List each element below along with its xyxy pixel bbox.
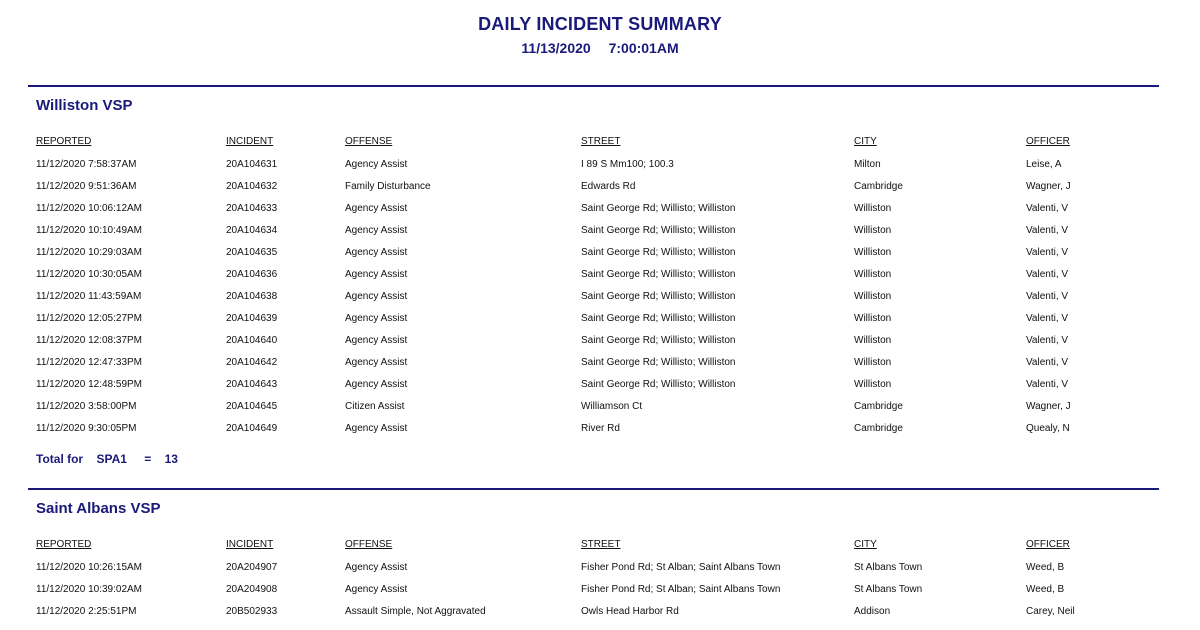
- column-header-street: STREET: [581, 136, 621, 147]
- cell-city: Williston: [854, 269, 892, 280]
- cell-officer: Weed, B: [1026, 562, 1065, 573]
- cell-incident: 20A104640: [226, 335, 278, 346]
- total-code: SPA1: [96, 452, 127, 466]
- cell-officer: Valenti, V: [1026, 269, 1069, 280]
- cell-incident: 20A104645: [226, 401, 278, 412]
- column-header-offense: OFFENSE: [345, 136, 393, 147]
- incident-table: [28, 534, 1159, 623]
- column-header-reported: REPORTED: [36, 136, 92, 147]
- cell-city: Williston: [854, 313, 892, 324]
- table-row: [28, 308, 1159, 330]
- table-body: [28, 557, 1159, 623]
- cell-street: Saint George Rd; Willisto; Williston: [581, 247, 736, 258]
- cell-incident: 20B502933: [226, 606, 278, 617]
- cell-reported: 11/12/2020 9:51:36AM: [36, 181, 137, 192]
- cell-reported: 11/12/2020 10:26:15AM: [36, 562, 143, 573]
- column-header-reported: REPORTED: [36, 539, 92, 550]
- table-header-row: [28, 534, 1159, 556]
- cell-reported: 11/12/2020 3:58:00PM: [36, 401, 137, 412]
- cell-city: St Albans Town: [854, 562, 923, 573]
- cell-offense: Agency Assist: [345, 357, 408, 368]
- cell-city: Addison: [854, 606, 891, 617]
- cell-incident: 20A104638: [226, 291, 278, 302]
- cell-city: Williston: [854, 247, 892, 258]
- cell-offense: Agency Assist: [345, 379, 408, 390]
- cell-officer: Quealy, N: [1026, 423, 1070, 434]
- report-header: [0, 12, 1200, 57]
- cell-reported: 11/12/2020 7:58:37AM: [36, 159, 137, 170]
- cell-officer: Valenti, V: [1026, 335, 1069, 346]
- cell-city: Cambridge: [854, 181, 903, 192]
- cell-officer: Valenti, V: [1026, 247, 1069, 258]
- cell-officer: Leise, A: [1026, 159, 1062, 170]
- total-equals: =: [144, 452, 152, 466]
- cell-street: Saint George Rd; Willisto; Williston: [581, 203, 736, 214]
- table-row: [28, 154, 1159, 176]
- cell-street: Saint George Rd; Willisto; Williston: [581, 225, 736, 236]
- cell-officer: Valenti, V: [1026, 291, 1069, 302]
- cell-officer: Weed, B: [1026, 584, 1065, 595]
- table-row: [28, 176, 1159, 198]
- total-label: Total for: [36, 452, 84, 466]
- cell-officer: Valenti, V: [1026, 357, 1069, 368]
- column-header-officer: OFFICER: [1026, 136, 1070, 147]
- cell-reported: 11/12/2020 10:30:05AM: [36, 269, 143, 280]
- cell-offense: Agency Assist: [345, 423, 408, 434]
- section-williston: [28, 85, 1159, 468]
- cell-offense: Citizen Assist: [345, 401, 405, 412]
- cell-street: Edwards Rd: [581, 181, 636, 192]
- table-row: [28, 330, 1159, 352]
- cell-reported: 11/12/2020 2:25:51PM: [36, 606, 137, 617]
- cell-incident: 20A104631: [226, 159, 278, 170]
- cell-reported: 11/12/2020 10:06:12AM: [36, 203, 143, 214]
- cell-city: St Albans Town: [854, 584, 923, 595]
- cell-officer: Valenti, V: [1026, 203, 1069, 214]
- cell-city: Williston: [854, 357, 892, 368]
- cell-city: Cambridge: [854, 401, 903, 412]
- cell-offense: Agency Assist: [345, 313, 408, 324]
- section-divider: [28, 488, 1159, 490]
- report-title: DAILY INCIDENT SUMMARY: [478, 14, 722, 34]
- incident-table: [28, 131, 1159, 440]
- cell-reported: 11/12/2020 10:10:49AM: [36, 225, 143, 236]
- cell-offense: Agency Assist: [345, 584, 408, 595]
- cell-street: Saint George Rd; Willisto; Williston: [581, 269, 736, 280]
- cell-offense: Agency Assist: [345, 335, 408, 346]
- cell-offense: Agency Assist: [345, 203, 408, 214]
- cell-offense: Assault Simple, Not Aggravated: [345, 606, 486, 617]
- cell-street: Saint George Rd; Willisto; Williston: [581, 313, 736, 324]
- cell-offense: Agency Assist: [345, 269, 408, 280]
- table-body: [28, 154, 1159, 440]
- table-row: [28, 601, 1159, 623]
- table-header-row: [28, 131, 1159, 153]
- cell-street: Saint George Rd; Willisto; Williston: [581, 335, 736, 346]
- report-time: 7:00:01AM: [608, 40, 679, 56]
- section-title: Saint Albans VSP: [36, 500, 161, 517]
- table-row: [28, 198, 1159, 220]
- cell-incident: 20A104642: [226, 357, 278, 368]
- cell-reported: 11/12/2020 12:08:37PM: [36, 335, 143, 346]
- cell-city: Williston: [854, 291, 892, 302]
- cell-reported: 11/12/2020 12:47:33PM: [36, 357, 143, 368]
- cell-incident: 20A104643: [226, 379, 278, 390]
- cell-officer: Carey, Neil: [1026, 606, 1075, 617]
- section-divider: [28, 85, 1159, 87]
- section-title: Williston VSP: [36, 97, 133, 114]
- cell-city: Williston: [854, 335, 892, 346]
- cell-incident: 20A204908: [226, 584, 278, 595]
- section-total: [36, 450, 1159, 468]
- cell-reported: 11/12/2020 12:05:27PM: [36, 313, 143, 324]
- table-row: [28, 396, 1159, 418]
- cell-officer: Valenti, V: [1026, 313, 1069, 324]
- cell-incident: 20A204907: [226, 562, 278, 573]
- section-saint-albans: [28, 488, 1159, 623]
- cell-street: Saint George Rd; Willisto; Williston: [581, 357, 736, 368]
- cell-reported: 11/12/2020 11:43:59AM: [36, 291, 142, 302]
- cell-street: Fisher Pond Rd; St Alban; Saint Albans Town: [581, 584, 781, 595]
- report-datetime: [0, 39, 1200, 57]
- cell-offense: Agency Assist: [345, 291, 408, 302]
- total-count: 13: [164, 452, 178, 466]
- cell-incident: 20A104635: [226, 247, 278, 258]
- report-date: 11/13/2020: [521, 40, 591, 56]
- column-header-incident: INCIDENT: [226, 539, 274, 550]
- cell-incident: 20A104639: [226, 313, 278, 324]
- cell-incident: 20A104633: [226, 203, 278, 214]
- table-row: [28, 579, 1159, 601]
- cell-city: Williston: [854, 203, 892, 214]
- table-row: [28, 286, 1159, 308]
- column-header-city: CITY: [854, 136, 877, 147]
- cell-street: Williamson Ct: [581, 401, 643, 412]
- cell-reported: 11/12/2020 12:48:59PM: [36, 379, 143, 390]
- cell-city: Milton: [854, 159, 881, 170]
- cell-officer: Wagner, J: [1026, 401, 1071, 412]
- cell-incident: 20A104632: [226, 181, 278, 192]
- cell-incident: 20A104634: [226, 225, 278, 236]
- cell-reported: 11/12/2020 10:29:03AM: [36, 247, 143, 258]
- cell-street: Fisher Pond Rd; St Alban; Saint Albans Town: [581, 562, 781, 573]
- column-header-officer: OFFICER: [1026, 539, 1070, 550]
- cell-reported: 11/12/2020 9:30:05PM: [36, 423, 137, 434]
- cell-offense: Agency Assist: [345, 562, 408, 573]
- column-header-incident: INCIDENT: [226, 136, 274, 147]
- cell-incident: 20A104636: [226, 269, 278, 280]
- cell-street: River Rd: [581, 423, 620, 434]
- table-row: [28, 352, 1159, 374]
- cell-city: Williston: [854, 379, 892, 390]
- cell-officer: Valenti, V: [1026, 225, 1069, 236]
- table-row: [28, 242, 1159, 264]
- cell-street: Saint George Rd; Willisto; Williston: [581, 379, 736, 390]
- table-row: [28, 264, 1159, 286]
- cell-offense: Agency Assist: [345, 247, 408, 258]
- column-header-city: CITY: [854, 539, 877, 550]
- cell-officer: Valenti, V: [1026, 379, 1069, 390]
- cell-street: I 89 S Mm100; 100.3: [581, 159, 674, 170]
- cell-offense: Family Disturbance: [345, 181, 431, 192]
- column-header-street: STREET: [581, 539, 621, 550]
- cell-street: Owls Head Harbor Rd: [581, 606, 679, 617]
- table-row: [28, 418, 1159, 440]
- cell-reported: 11/12/2020 10:39:02AM: [36, 584, 143, 595]
- table-row: [28, 557, 1159, 579]
- cell-offense: Agency Assist: [345, 159, 408, 170]
- table-row: [28, 220, 1159, 242]
- cell-city: Cambridge: [854, 423, 903, 434]
- cell-offense: Agency Assist: [345, 225, 408, 236]
- column-header-offense: OFFENSE: [345, 539, 393, 550]
- cell-officer: Wagner, J: [1026, 181, 1071, 192]
- cell-incident: 20A104649: [226, 423, 278, 434]
- table-row: [28, 374, 1159, 396]
- cell-street: Saint George Rd; Willisto; Williston: [581, 291, 736, 302]
- cell-city: Williston: [854, 225, 892, 236]
